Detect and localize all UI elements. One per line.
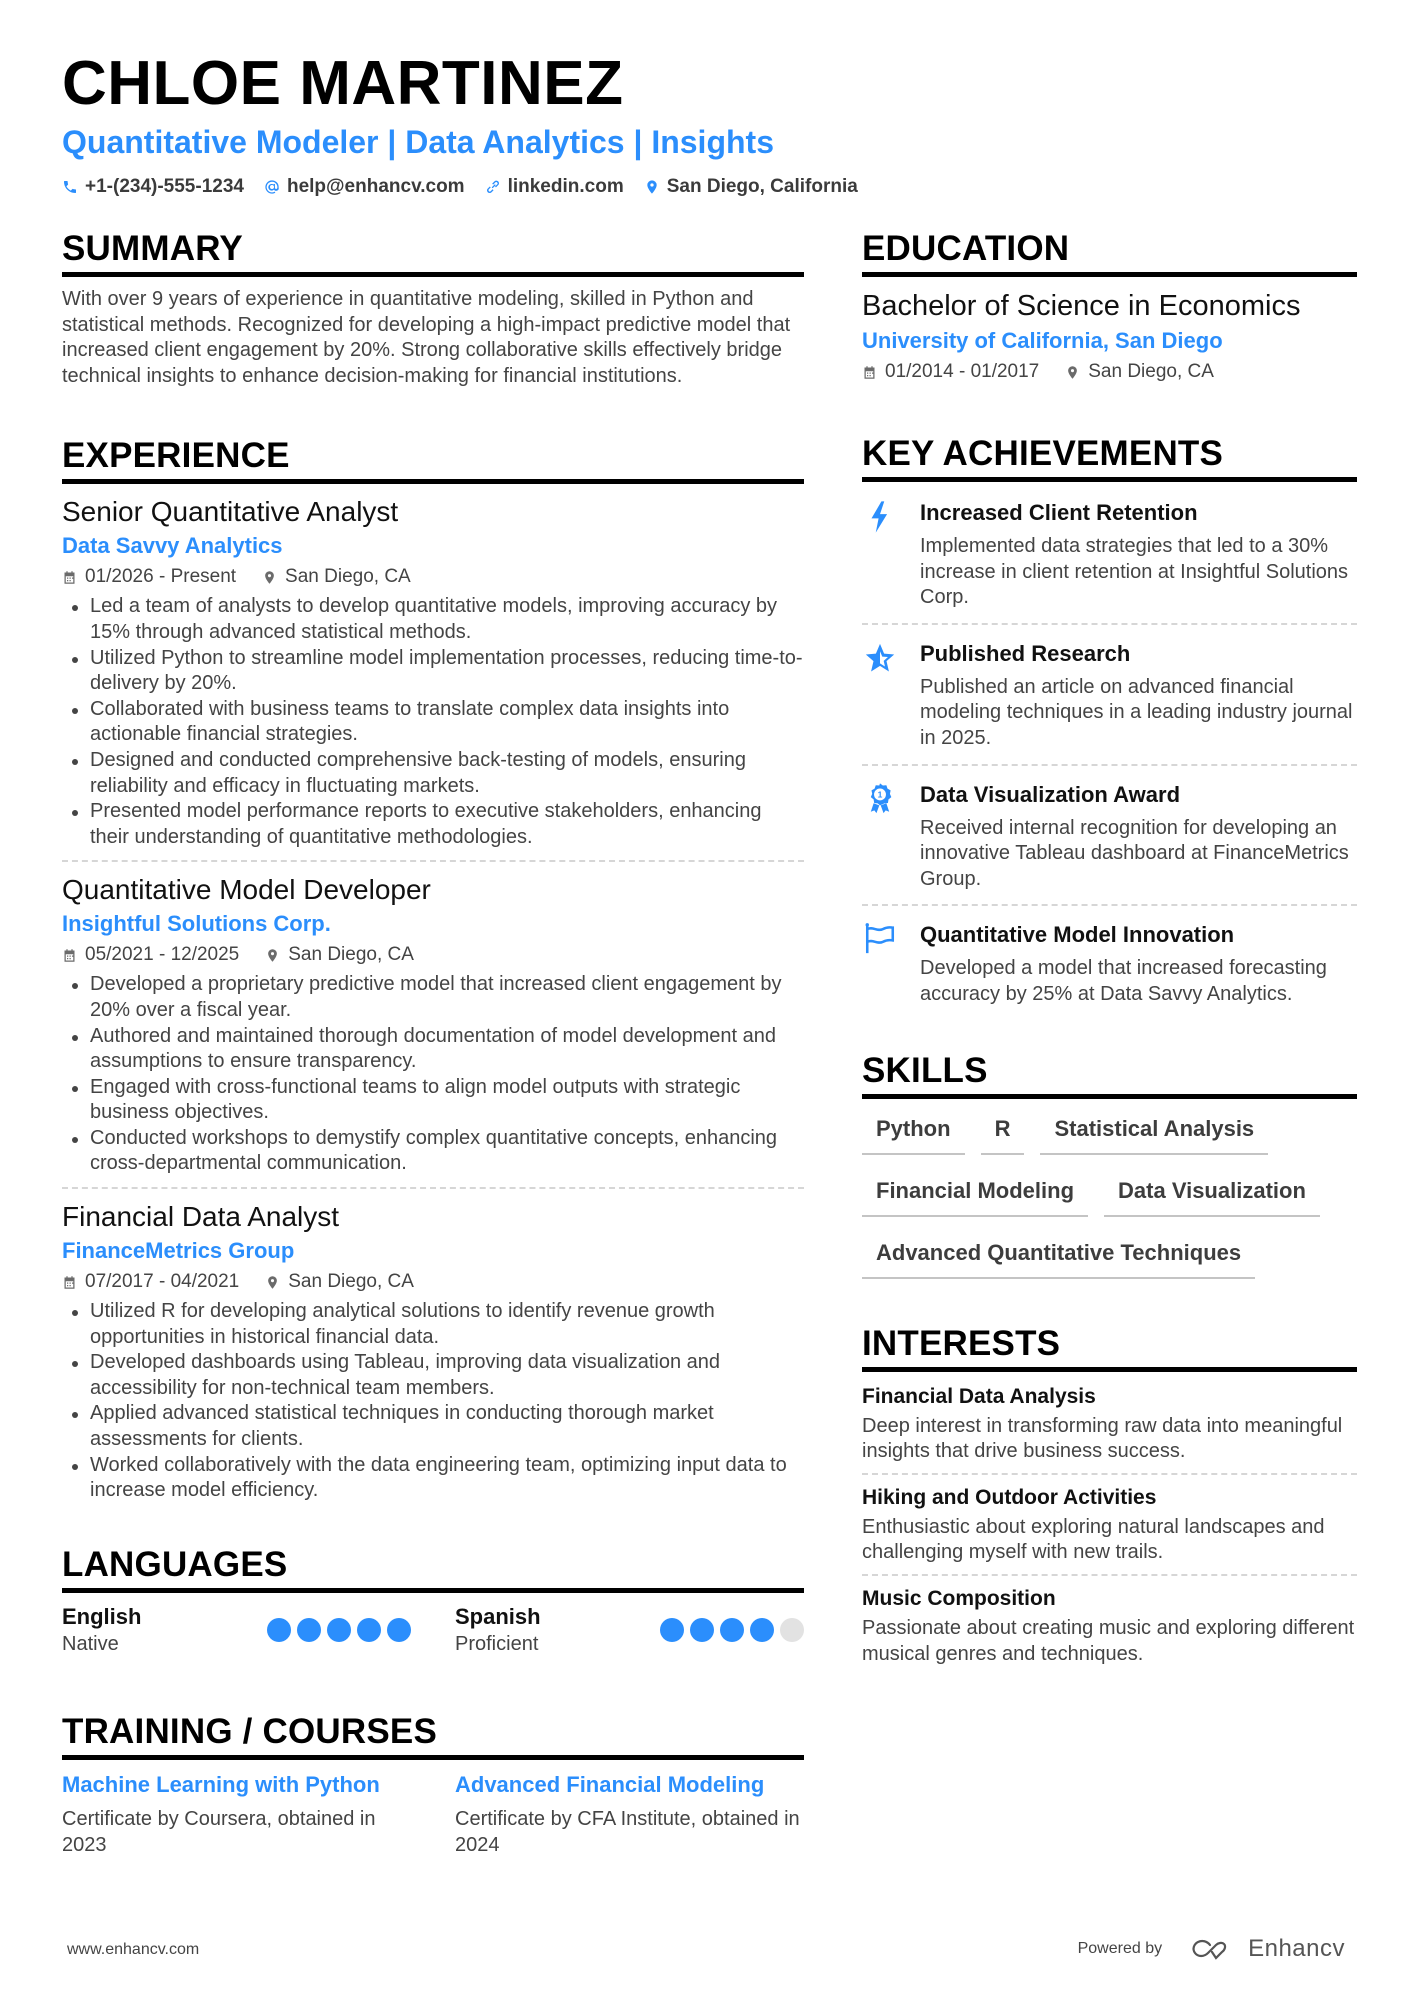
course-item bbox=[62, 1770, 411, 1858]
skill-tag: Advanced Quantitative Techniques bbox=[862, 1233, 1255, 1279]
summary-text: With over 9 years of experience in quantitative modeling, skilled in Python and statistical methods. Recognized for developing a high-impact predictive model that increased client engagement by 20%. Strong collaborative skills effectively bridge technical insights to enhance decision-making for financial institutions. bbox=[62, 288, 791, 387]
training-section bbox=[62, 1711, 804, 1858]
bullet-item: Led a team of analysts to develop quantitative models, improving accuracy by 15% through advanced statistical methods. bbox=[62, 594, 804, 645]
email-text: help@enhancv.com bbox=[286, 176, 465, 197]
proficiency-dot-filled bbox=[267, 1618, 291, 1642]
degree: Bachelor of Science in Economics bbox=[862, 290, 1301, 322]
candidate-name: CHLOE MARTINEZ bbox=[62, 49, 624, 118]
map-pin-icon bbox=[644, 179, 660, 195]
experience-section bbox=[62, 435, 804, 1513]
enhancv-logo-icon bbox=[1188, 1937, 1236, 1961]
proficiency-dot-filled bbox=[750, 1618, 774, 1642]
languages-section bbox=[62, 1544, 804, 1657]
achievement-item bbox=[862, 774, 1357, 907]
map-pin-icon bbox=[262, 570, 277, 585]
language-name: Spanish bbox=[455, 1603, 541, 1629]
language-name: English bbox=[62, 1603, 142, 1629]
link-text: linkedin.com bbox=[507, 176, 624, 197]
dates-text: 05/2021 - 12/2025 bbox=[85, 944, 240, 966]
language-item bbox=[455, 1603, 804, 1657]
link-icon bbox=[485, 179, 501, 195]
dates-text: 01/2014 - 01/2017 bbox=[885, 361, 1040, 382]
languages-heading: LANGUAGES bbox=[62, 1544, 804, 1593]
resume-header bbox=[62, 48, 1352, 198]
footer-website[interactable]: www.enhancv.com bbox=[67, 1941, 200, 1958]
job-location bbox=[265, 940, 414, 970]
education-section bbox=[862, 228, 1357, 387]
language-item bbox=[62, 1603, 411, 1657]
education-heading: EDUCATION bbox=[862, 228, 1357, 277]
job-entry bbox=[62, 872, 804, 1189]
bullet-item: Developed dashboards using Tableau, improving data visualization and accessibility for non-technical team members. bbox=[62, 1350, 804, 1401]
award-ribbon-icon bbox=[863, 782, 897, 816]
achievement-title: Increased Client Retention bbox=[920, 500, 1198, 525]
interests-section bbox=[862, 1323, 1357, 1676]
skill-tag: R bbox=[981, 1109, 1025, 1155]
job-bullets bbox=[62, 972, 804, 1177]
interest-title: Music Composition bbox=[862, 1586, 1056, 1610]
skill-tag: Python bbox=[862, 1109, 965, 1155]
job-bullets bbox=[62, 594, 804, 850]
job-title: Financial Data Analyst bbox=[62, 1201, 340, 1233]
svg-text:1: 1 bbox=[877, 789, 883, 800]
job-title: Quantitative Model Developer bbox=[62, 874, 431, 906]
achievements-heading: KEY ACHIEVEMENTS bbox=[862, 433, 1357, 482]
interest-desc: Enthusiastic about exploring natural landscapes and challenging myself with new trails. bbox=[862, 1515, 1325, 1564]
experience-heading: EXPERIENCE bbox=[62, 435, 804, 484]
bullet-item: Authored and maintained thorough documentation of model development and assumptions to ensure transparency. bbox=[62, 1024, 804, 1075]
location-text: San Diego, CA bbox=[285, 566, 411, 588]
bullet-item: Utilized R for developing analytical solutions to identify revenue growth opportunities in historical financial data. bbox=[62, 1299, 804, 1350]
education-meta bbox=[862, 357, 1357, 387]
school-name: University of California, San Diego bbox=[862, 328, 1223, 353]
star-icon bbox=[863, 641, 897, 675]
proficiency-dot-filled bbox=[690, 1618, 714, 1642]
achievement-title: Quantitative Model Innovation bbox=[920, 922, 1235, 948]
skill-tag: Statistical Analysis bbox=[1040, 1109, 1268, 1155]
job-dates bbox=[62, 562, 236, 592]
job-meta bbox=[62, 940, 804, 970]
job-dates bbox=[62, 940, 239, 970]
proficiency-dots bbox=[660, 1618, 804, 1642]
job-title: Senior Quantitative Analyst bbox=[62, 496, 399, 528]
language-level: Native bbox=[62, 1632, 119, 1655]
dates-text: 01/2026 - Present bbox=[85, 566, 237, 588]
job-meta bbox=[62, 562, 804, 592]
company-name: FinanceMetrics Group bbox=[62, 1238, 295, 1264]
contact-phone[interactable] bbox=[62, 176, 244, 198]
proficiency-dot-empty bbox=[780, 1618, 804, 1642]
bullet-item: Worked collaboratively with the data engineering team, optimizing input data to increase model efficiency. bbox=[62, 1453, 804, 1504]
course-desc: Certificate by CFA Institute, obtained in 2024 bbox=[455, 1807, 800, 1856]
skills-list bbox=[862, 1109, 1357, 1279]
contact-link[interactable] bbox=[485, 176, 624, 198]
languages-list bbox=[62, 1603, 804, 1657]
interest-item bbox=[862, 1584, 1357, 1675]
location-text: San Diego, CA bbox=[288, 944, 414, 966]
achievement-item bbox=[862, 914, 1357, 1019]
contact-email[interactable] bbox=[264, 176, 465, 198]
calendar-icon bbox=[862, 365, 877, 380]
bullet-item: Designed and conducted comprehensive back-testing of models, ensuring reliability and efficacy in fluctuating markets. bbox=[62, 748, 804, 799]
interest-item bbox=[862, 1382, 1357, 1475]
footer-branding bbox=[1078, 1935, 1345, 1963]
powered-by-label: Powered by bbox=[1077, 1940, 1163, 1957]
course-title: Advanced Financial Modeling bbox=[455, 1771, 765, 1797]
bullet-item: Applied advanced statistical techniques in conducting thorough market assessments for clients. bbox=[62, 1401, 804, 1452]
course-item bbox=[455, 1770, 804, 1858]
course-desc: Certificate by Coursera, obtained in 2023 bbox=[62, 1807, 376, 1856]
proficiency-dot-filled bbox=[660, 1618, 684, 1642]
company-name: Data Savvy Analytics bbox=[62, 533, 283, 559]
course-title: Machine Learning with Python bbox=[62, 1771, 380, 1797]
skill-tag: Financial Modeling bbox=[862, 1171, 1088, 1217]
achievement-desc: Received internal recognition for developing an innovative Tableau dashboard at FinanceMetrics Group. bbox=[920, 816, 1349, 890]
courses-list bbox=[62, 1770, 804, 1858]
right-column bbox=[862, 228, 1357, 1715]
proficiency-dot-filled bbox=[327, 1618, 351, 1642]
interest-item bbox=[862, 1483, 1357, 1576]
job-dates bbox=[62, 1267, 239, 1297]
achievement-item bbox=[862, 492, 1357, 625]
lightning-bolt-icon bbox=[863, 500, 897, 534]
job-location bbox=[265, 1267, 414, 1297]
job-meta bbox=[62, 1267, 804, 1297]
achievement-item bbox=[862, 633, 1357, 766]
education-dates bbox=[862, 357, 1039, 387]
map-pin-icon bbox=[1065, 365, 1080, 380]
location-text: San Diego, California bbox=[666, 176, 858, 197]
bullet-item: Engaged with cross-functional teams to align model outputs with strategic business objectives. bbox=[62, 1075, 804, 1126]
bullet-item: Developed a proprietary predictive model that increased client engagement by 20% over a fiscal year. bbox=[62, 972, 804, 1023]
map-pin-icon bbox=[265, 948, 280, 963]
education-location bbox=[1065, 357, 1214, 387]
job-bullets bbox=[62, 1299, 804, 1504]
achievement-desc: Implemented data strategies that led to a 30% increase in client retention at Insightful Solutions Corp. bbox=[920, 535, 1349, 609]
phone-text: +1-(234)-555-1234 bbox=[85, 176, 244, 197]
candidate-title: Quantitative Modeler | Data Analytics | Insights bbox=[62, 124, 774, 160]
left-column bbox=[62, 228, 804, 1898]
proficiency-dots bbox=[267, 1618, 411, 1642]
achievement-title: Published Research bbox=[920, 640, 1131, 666]
interest-desc: Passionate about creating music and exploring different musical genres and techniques. bbox=[862, 1616, 1355, 1665]
calendar-icon bbox=[62, 570, 77, 585]
interest-title: Financial Data Analysis bbox=[862, 1384, 1096, 1408]
brand-name: Enhancv bbox=[1248, 1935, 1345, 1962]
achievement-desc: Developed a model that increased forecasting accuracy by 25% at Data Savvy Analytics. bbox=[920, 957, 1327, 1005]
bullet-item: Collaborated with business teams to translate complex data insights into actionable financial strategies. bbox=[62, 697, 804, 748]
skill-tag: Data Visualization bbox=[1104, 1171, 1320, 1217]
location-text: San Diego, CA bbox=[288, 1271, 414, 1293]
flag-icon bbox=[863, 922, 897, 956]
interest-desc: Deep interest in transforming raw data into meaningful insights that drive business success. bbox=[862, 1414, 1343, 1463]
brand-logo[interactable] bbox=[1188, 1935, 1345, 1963]
proficiency-dot-filled bbox=[357, 1618, 381, 1642]
training-heading: TRAINING / COURSES bbox=[62, 1711, 804, 1760]
proficiency-dot-filled bbox=[297, 1618, 321, 1642]
map-pin-icon bbox=[265, 1275, 280, 1290]
contact-bar bbox=[62, 176, 1352, 198]
skills-section bbox=[862, 1050, 1357, 1279]
bullet-item: Presented model performance reports to executive stakeholders, enhancing their understanding of quantitative methodologies. bbox=[62, 799, 804, 850]
company-name: Insightful Solutions Corp. bbox=[62, 911, 331, 937]
calendar-icon bbox=[62, 1275, 77, 1290]
summary-section bbox=[62, 228, 804, 389]
calendar-icon bbox=[62, 948, 77, 963]
at-sign-icon bbox=[264, 179, 280, 195]
skills-heading: SKILLS bbox=[862, 1050, 1357, 1099]
dates-text: 07/2017 - 04/2021 bbox=[85, 1271, 240, 1293]
phone-icon bbox=[62, 179, 78, 195]
job-entry bbox=[62, 494, 804, 862]
interest-title: Hiking and Outdoor Activities bbox=[862, 1485, 1157, 1509]
achievement-title: Data Visualization Award bbox=[920, 781, 1181, 807]
bullet-item: Utilized Python to streamline model implementation processes, reducing time-to-delivery by 20%. bbox=[62, 646, 804, 697]
language-level: Proficient bbox=[455, 1632, 539, 1655]
proficiency-dot-filled bbox=[720, 1618, 744, 1642]
summary-heading: SUMMARY bbox=[62, 228, 804, 277]
bullet-item: Conducted workshops to demystify complex quantitative concepts, enhancing cross-departmental communication. bbox=[62, 1126, 804, 1177]
job-entry bbox=[62, 1199, 804, 1514]
job-location bbox=[262, 562, 411, 592]
proficiency-dot-filled bbox=[387, 1618, 411, 1642]
location-text: San Diego, CA bbox=[1088, 361, 1214, 382]
achievements-section bbox=[862, 433, 1357, 1020]
contact-location bbox=[644, 176, 858, 198]
interests-heading: INTERESTS bbox=[862, 1323, 1357, 1372]
achievement-desc: Published an article on advanced financial modeling techniques in a leading industry journal in 2025. bbox=[920, 675, 1353, 749]
